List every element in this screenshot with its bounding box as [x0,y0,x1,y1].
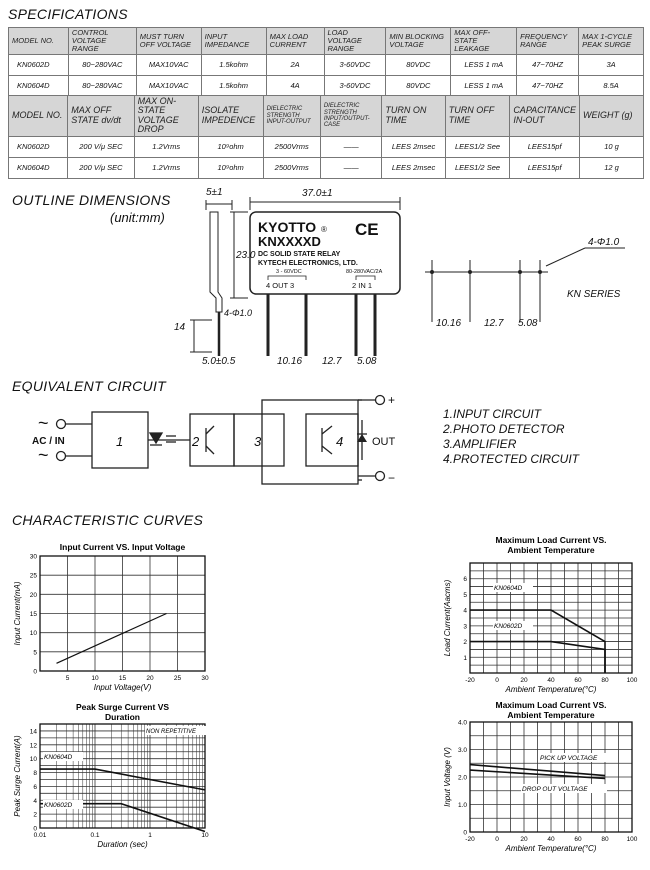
block-number: 1 [116,434,124,449]
x-tick-label: 25 [173,675,182,682]
y-tick-label: 0 [33,668,37,676]
dim-body-width: 37.0±1 [302,188,333,199]
chart-title: Duration [105,712,140,722]
y-axis-label: Load Current(Aacms) [443,579,452,657]
pitch-label: 10.16 [436,318,462,329]
table-cell: MAX10VAC [136,54,201,75]
y-tick-label: 5 [463,591,467,599]
table-cell: 200 V/μ SEC [68,157,134,178]
table-cell: LEES 2msec [382,136,445,157]
table-cell: 10⁹ohm [198,157,263,178]
table-row [9,157,644,178]
y-tick-label: 1.0 [457,802,467,809]
equivalent-circuit [0,390,430,490]
registered-mark: ® [321,225,327,234]
y-tick-label: 2.0 [457,774,467,782]
table-header-row [9,28,644,55]
y-tick-label: 3 [463,623,467,631]
table-cell: LEES15pf [510,157,580,178]
table-cell: KN0604D [9,75,69,96]
table-cell: —— [320,136,382,157]
input-label: AC / IN [32,436,65,447]
col-header: INPUT IMPEDANCE [201,28,266,55]
output-plus: + [388,393,396,407]
y-tick-label: 8 [33,770,37,778]
specifications-heading: SPECIFICATIONS [8,6,128,22]
table-cell: 1.2Vrms [134,157,198,178]
x-tick-label: 40 [547,677,555,684]
curves-heading: CHARACTERISTIC CURVES [12,512,204,528]
col-header: FREQUENCY RANGE [517,28,579,55]
table-cell: LESS 1 mA [451,54,517,75]
table-cell: LEES1/2 See [445,136,510,157]
x-tick-label: 60 [574,677,582,684]
x-tick-label: 100 [626,836,638,843]
col-header: DIELECTRIC STRENGTH INPUT-OUTPUT [263,96,320,137]
y-tick-label: 10 [29,630,37,638]
table-cell: 2500Vrms [263,157,320,178]
col-header: MODEL NO. [9,96,68,137]
chart-title: Ambient Temperature [507,710,595,720]
x-tick-label: 80 [601,677,609,684]
table-cell: 1.5kohm [201,75,266,96]
y-tick-label: 20 [29,591,37,599]
x-tick-label: 0 [495,836,499,843]
col-header: MAX OFF-STATE LEAKAGE [451,28,517,55]
block-number: 4 [336,434,344,449]
block-number: 2 [192,434,200,449]
x-axis-label: Ambient Temperature(°C) [505,685,597,694]
output-range-label: 3 - 60VDC [276,269,302,275]
x-axis-label: Ambient Temperature(°C) [505,844,597,853]
table-cell: 2500Vrms [263,136,320,157]
plot-frame [40,724,205,828]
col-header: DIELECTRIC STRENGTH INPUT/OUTPUT-CASE [320,96,382,137]
x-tick-label: 1 [148,832,152,839]
series-label: PICK UP VOLTAGE [540,755,598,762]
y-tick-label: 3.0 [457,747,467,754]
brand-logo: KYOTTO [258,219,317,235]
series-label: KN0604D [44,754,73,761]
table-cell: KN0602D [9,54,69,75]
table-row [9,75,644,96]
model-label: KNXXXXD [258,234,321,249]
col-header: LOAD VOLTAGE RANGE [324,28,386,55]
table-cell: 80~280VAC [68,54,136,75]
circuit-legend [443,407,579,467]
table-cell: 8.5A [579,75,644,96]
y-tick-label: 6 [33,783,37,791]
y-axis-label: Input Current(mA) [13,581,22,646]
block-number: 3 [254,434,262,449]
legend-item: 2.PHOTO DETECTOR [443,422,565,436]
relay-type-label: DC SOLID STATE RELAY [258,251,341,258]
output-minus: − [388,471,396,485]
table-cell: MAX10VAC [136,75,201,96]
table-cell: 3A [579,54,644,75]
y-tick-label: 0 [33,825,37,833]
table-cell: 12 g [580,157,644,178]
chart-title: Input Current VS. Input Voltage [59,542,186,552]
table-cell: 200 V/μ SEC [68,136,134,157]
col-header: MAX ON-STATE VOLTAGE DROP [134,96,198,137]
table-cell: 10⁹ohm [198,136,263,157]
x-tick-label: 10 [91,675,99,682]
x-tick-label: 10 [201,832,209,839]
col-header: MAX OFF STATE dv/dt [68,96,134,137]
table-cell: 1.2Vrms [134,136,198,157]
table-cell: 3-60VDC [324,54,386,75]
table-cell: 10 g [580,136,644,157]
spec-table-electrical [8,27,644,97]
col-header: TURN ON TIME [382,96,445,137]
y-tick-label: 15 [29,611,37,618]
legend-item: 1.INPUT CIRCUIT [443,407,542,421]
x-tick-label: 0.1 [90,832,100,839]
x-tick-label: -20 [465,836,475,843]
x-tick-label: 80 [601,836,609,843]
series-label: KN SERIES [567,289,621,300]
y-tick-label: 4 [463,607,467,615]
col-header: WEIGHT (g) [580,96,644,137]
col-header: MODEL NO. [9,28,69,55]
table-cell: 47~70HZ [517,75,579,96]
y-tick-label: 30 [29,553,37,561]
pitch-label: 10.16 [277,356,303,367]
y-tick-label: 14 [29,728,37,736]
table-cell: 2A [266,54,324,75]
protected-circuit-block [306,414,358,466]
table-cell: 80VDC [386,54,451,75]
table-cell: LEES15pf [510,136,580,157]
pitch-label: 12.7 [484,318,504,329]
outline-heading: OUTLINE DIMENSIONS [12,192,171,208]
dim-body-height: 23.0 [236,250,256,261]
y-tick-label: 25 [29,572,37,580]
y-tick-label: 2 [463,639,467,647]
table-cell: 80~280VAC [68,75,136,96]
legend-item: 4.PROTECTED CIRCUIT [443,452,580,466]
x-tick-label: 0 [495,677,499,684]
table-row [9,136,644,157]
equivalent-heading: EQUIVALENT CIRCUIT [12,378,166,394]
table-cell: 4A [266,75,324,96]
legend-item: 3.AMPLIFIER [443,437,517,451]
pitch-label: 5.08 [518,318,538,329]
chart-input-voltage-temp [430,700,650,870]
x-tick-label: 0.01 [33,832,47,839]
y-tick-label: 12 [29,742,37,750]
outline-drawing [0,180,650,370]
outline-unit-label: (unit:mm) [110,210,165,225]
chart-title: Maximum Load Current VS. [495,700,607,710]
x-tick-label: 100 [626,677,638,684]
ac-tilde: ~ [38,445,49,465]
x-tick-label: 60 [574,836,582,843]
y-tick-label: 1 [463,654,467,662]
table-cell: 3-60VDC [324,75,386,96]
x-tick-label: 20 [146,675,154,682]
ce-mark: CE [355,220,379,239]
chart-max-load-current [430,533,650,693]
col-header: MAX 1-CYCLE PEAK SURGE [579,28,644,55]
ac-tilde: ~ [38,413,49,433]
col-header: CONTROL VOLTAGE RANGE [68,28,136,55]
chart-title: Ambient Temperature [507,545,595,555]
col-header: TURN OFF TIME [445,96,510,137]
table-cell: KN0604D [9,157,68,178]
table-cell: —— [320,157,382,178]
side-view-outline [210,212,222,312]
pitch-label: 5.08 [357,356,377,367]
y-tick-label: 6 [463,576,467,584]
table-cell: LEES 2msec [382,157,445,178]
y-tick-label: 5 [33,649,37,657]
table-cell: KN0602D [9,136,68,157]
x-tick-label: 5 [65,675,70,682]
table-cell: LESS 1 mA [451,75,517,96]
col-header: MUST TURN OFF VOLTAGE [136,28,201,55]
y-tick-label: 4 [33,797,37,805]
table-cell: 1.5kohm [201,54,266,75]
spec-table-isolation [8,95,644,179]
led-symbol [150,433,162,443]
series-label: KN0604D [494,585,523,592]
col-header: ISOLATE IMPEDENCE [198,96,263,137]
y-tick-label: 10 [29,756,37,764]
x-tick-label: 20 [520,677,528,684]
chart-title: Maximum Load Current VS. [495,535,607,545]
x-axis-label: Input Voltage(V) [93,683,152,692]
dim-side-width: 5±1 [206,187,223,198]
table-cell: 80VDC [386,75,451,96]
series-label: KN0602D [44,802,73,809]
y-tick-label: 4.0 [457,719,467,727]
dim-base: 5.0±0.5 [202,356,236,367]
col-header: MIN BLOCKING VOLTAGE [386,28,451,55]
x-tick-label: -20 [465,677,475,684]
x-tick-label: 40 [547,836,555,843]
dim-pin-length: 14 [174,322,186,333]
table-row [9,54,644,75]
chart-input-current [0,538,230,692]
x-axis-label: Duration (sec) [97,840,148,849]
dim-hole-pattern: 4-Φ1.0 [588,237,620,248]
col-header: CAPACITANCE IN-OUT [510,96,580,137]
x-tick-label: 15 [118,675,127,682]
pitch-label: 12.7 [322,356,342,367]
series-label: KN0602D [494,623,523,630]
y-tick-label: 2 [33,811,37,819]
col-header: MAX LOAD CURRENT [266,28,324,55]
y-axis-label: Peak Surge Current(A) [13,735,22,817]
input-range-label: 80-280VAC/2A [346,269,383,275]
chart-annotation: NON REPETITIVE [146,729,197,735]
output-label: OUT [372,436,396,448]
chart-peak-surge [0,700,230,860]
table-cell: LEES1/2 See [445,157,510,178]
manufacturer-label: KYTECH ELECTRONICS, LTD. [258,260,358,267]
input-pins-label: 2 IN 1 [352,281,373,290]
chart-title: Peak Surge Current VS [75,702,170,712]
table-header-row [9,96,644,137]
y-tick-label: 0 [463,829,467,837]
x-tick-label: 20 [520,836,528,843]
series-label: DROP OUT VOLTAGE [522,786,588,793]
table-cell: 47~70HZ [517,54,579,75]
output-pins-label: 4 OUT 3 [266,281,295,290]
dim-hole-side: 4-Φ1.0 [224,308,253,318]
y-axis-label: Input Voltage (V) [443,747,452,807]
x-tick-label: 30 [201,675,209,682]
